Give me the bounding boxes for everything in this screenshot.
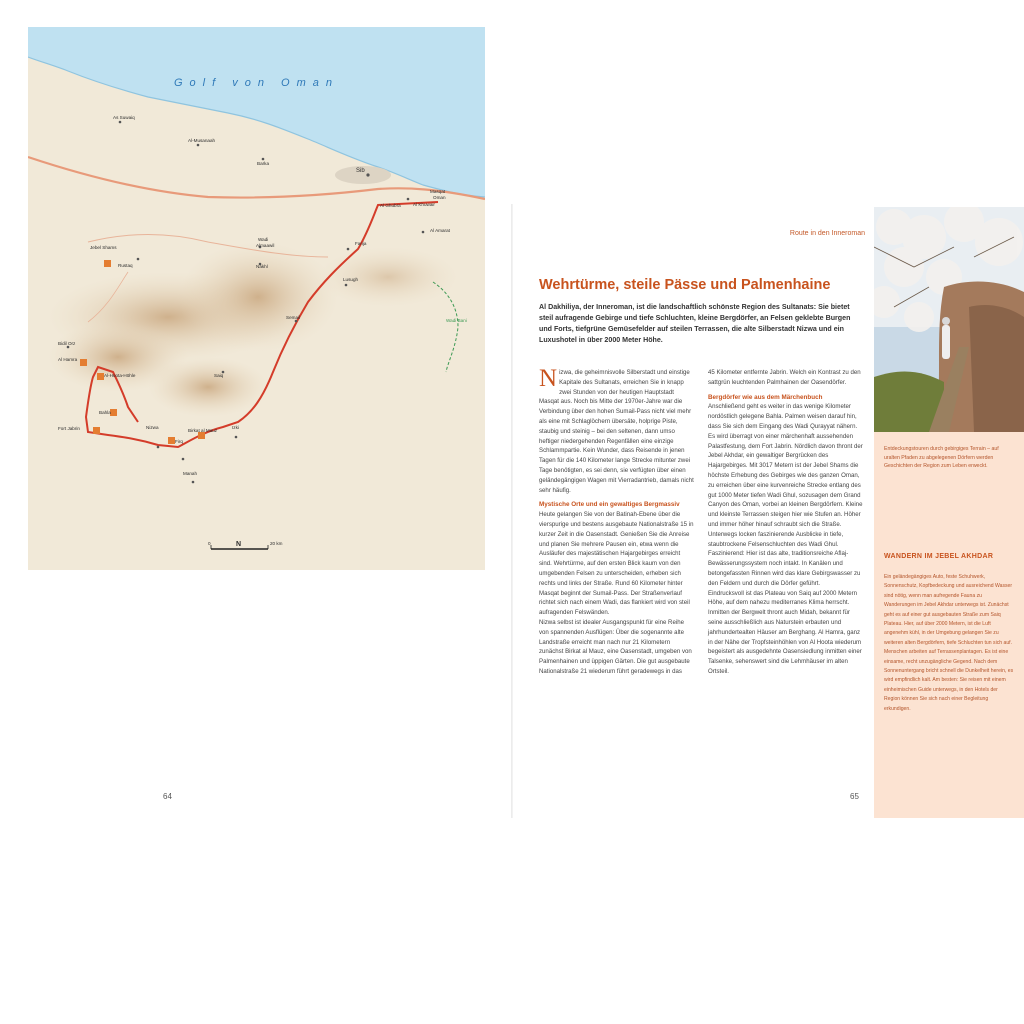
book-gutter	[511, 204, 513, 818]
map-label: Bahla	[99, 410, 111, 415]
map-label: As Suwaiq	[113, 115, 135, 120]
map-label: Nakhl	[256, 264, 268, 269]
map-label: Lusugh	[343, 277, 359, 282]
map-label: Al-Musanaah	[188, 138, 216, 143]
map-label: Manah	[183, 471, 198, 476]
map-label: Nizwa	[146, 425, 159, 430]
mountain-shading	[148, 357, 268, 417]
mountain-shading	[318, 247, 458, 307]
map-graphic	[28, 27, 485, 570]
sidebar-text: Ein geländegängiges Auto, feste Schuhwerk, Sonnenschutz, Kopfbedeckung und ausreichend Wasser sind nötig, wenn man aufregende Fauna zu Wanderungen im Jebel Akhdar unterwegs ist. Zunächst geht es auf einer gut ausgebauten Straße zum Saiq Plateau. Hier, auf über 2000 Metern, ist die Luft angenehm kühl, in der Umgebung gelangen Sie zu weiteren alten Bergdörfern, tiefe Schluchten tun sich auf. Menschen arbeiten auf Terrassenplantagen. Es ist eine einsame, recht unzugängliche Gegend. Nach dem Sonnenuntergang bricht schnell die Dunkelheit herein, es wird empfindlich kalt. Am besten: Sie reisen mit einem einheimischen Guide unterwegs, in den Hotels der Region können Sie sich nach einer Begleitung erkundigen.	[884, 574, 1014, 712]
map-label: Fanja	[355, 241, 367, 246]
text-column-2	[708, 368, 863, 677]
article-lead: Al Dakhiliya, der Inneroman, ist die landschaftlich schönste Region des Sultanats: Sie bietet steil aufragende Gebirge und tiefe Schluchten, kleine Bergdörfer, an Felsen geklebte Burgen und Forts, tiefgrüne Gemüsefelder auf steilen Terrassen, die alte Silberstadt Nizwa und ein Luxushotel in über 2000 Meter Höhe.	[539, 303, 851, 344]
map-label: Saiq	[214, 373, 224, 378]
photo-caption: Entdeckungstouren durch gebirgiges Terrain – auf uralten Pfaden zu abgelegenen Dörfern werden Geschichten der Region zum Leben erweckt.	[884, 446, 999, 469]
subheading: Bergdörfer wie aus dem Märchenbuch	[708, 393, 823, 401]
map-label: Jebel Shams	[90, 245, 117, 250]
scale-distance: 20 km	[270, 541, 283, 546]
map-label: Al Khuwair	[413, 202, 435, 207]
map-label: Semail	[286, 315, 301, 320]
paragraph-text: izwa, die geheimnisvolle Silberstadt und einstige Kapitale des Sultanats, erreichen Sie in knapp zwei Stunden von der heutigen Hauptstadt Masqat aus. Noch bis Mitte der 1970er-Jahre war die Verbindung über den hohen Sumail-Pass nicht viel mehr als eine mit Schlaglöchern übersäte, holprige Piste, staubig und steinig – bei den seltenen, dann umso heftiger niedergehenden Regenfällen eine einzige Schlammpartie. Kein Wunder, dass Reisende in jenen Tagen für die 140 Kilometer lange Strecke mitunter zwei Tage benötigten, es sei denn, sie verfügten über einen geländegängigen Wagen mit Vierradantrieb, damals nicht sehr häufig.	[539, 369, 694, 494]
north-arrow-label: N	[236, 541, 242, 548]
photo-image	[874, 207, 1024, 432]
map-label: Sib	[356, 168, 365, 174]
map-label: Birkat al Mauz	[188, 428, 218, 433]
map-label: Barka	[257, 161, 270, 166]
map-label: Oman	[433, 195, 446, 200]
text-column-1	[539, 365, 694, 677]
map-label: Al Amarat	[430, 228, 450, 233]
sea-label: Golf von Oman	[174, 77, 339, 89]
map-label: Izki	[232, 425, 239, 430]
paragraph: 45 Kilometer entfernte Jabrin. Welch ein Kontrast zu den sattgrün leuchtenden Palmhainen der Oasendörfer.	[708, 369, 861, 386]
map-label: Rustaq	[118, 263, 133, 268]
hiking-photo	[874, 207, 1024, 432]
map-label: Firq	[175, 439, 183, 444]
map-label: Al Ghubra	[380, 203, 401, 208]
map-label: Wadi Bani	[446, 318, 467, 323]
mountain-shading	[178, 242, 338, 352]
drop-cap: N	[539, 365, 558, 392]
map-label: Almaawil	[256, 243, 275, 248]
article-headline: Wehrtürme, steile Pässe und Palmenhaine	[539, 277, 831, 293]
map-label: Fort Jabrin	[58, 426, 80, 431]
sidebar-title: WANDERN IM JEBEL AKHDAR	[884, 553, 994, 560]
paragraph: Heute gelangen Sie von der Batinah-Ebene über die vierspurige und bestens ausgebaute Nationalstraße 15 in kurzer Zeit in die Oasenstadt. Genießen Sie die Anreise und planen Sie mehrere Pausen ein, etwa wenn die Ausläufer des majestätischen Hajargebirges erreicht sind. Wehrtürme, auf den ersten Blick kaum von den umgebenden Felsen zu unterscheiden, erheben sich rechts und links der Straße. Rund 60 Kilometer hinter Masqat beginnt der Sumail-Pass. Der Straßenverlauf richtet sich nach einem Wadi, das flankiert wird von steil aufragenden Felswänden.	[539, 511, 694, 617]
running-head: Route in den Inneroman	[789, 230, 865, 237]
paragraph: Eindrucksvoll ist das Plateau von Saiq auf 2000 Metern Höhe, auf dem nahezu mediterranes Klima herrscht. Inmitten der Bergwelt thront auch Midah, bekannt für seine ausschließlich aus Naturstein erbauten und jahrhundertealten Häuser am Berghang. Al Hamra, ganz in der Nähe der Tropfsteinhöhlen von Al Hoota wiederum begeistert als ausgedehnte Oasensiedlung inmitten einer Talsenke, sehenswert sind die Lehmhäuser im alten Ortsteil.	[708, 589, 862, 675]
map-label: Wadi	[258, 237, 269, 242]
page-number-right: 65	[850, 792, 859, 801]
paragraph: Anschließend geht es weiter in das wenige Kilometer nordöstlich gelegene Bahla. Palmen weisen darauf hin, dass Sie sich dem Eingang des Wadi Qurayyat nähern. Es wird überragt von einer märchenhaft aussehenden Palastfestung, dem Fort Jabrin. Nördlich davon thront der Jebel Akhdar, ein gewaltiger Bergrücken des Hajargebirges. Mit 3017 Metern ist der Jebel Shams die höchste Erhebung des Gebirges wie des ganzen Oman, zu erreichen über eine kurvenreiche Strecke entlang des gut 1000 Meter tiefen Wadi Ghul, sozusagen dem Grand Canyon des Oman, vorbei an kleinen Bergdörfern. Kleine und kleinste Terrassen steigen hier wie Stufen an. Höher und immer höher hinauf schraubt sich die Straße. Unterwegs locken faszinierende Ausblicke in tiefe, staubtrockene Felsenschluchten des Wadi Ghul. Faszinierend: Hier ist das alte, traditionsreiche Aflaj-Bewässerungssystem noch intakt. In Kanälen und betongefassten Rinnen wird das klare Gebirgswasser zu den Feldern und durch die Dörfer geführt.	[708, 403, 863, 587]
paragraph: Nizwa selbst ist idealer Ausgangspunkt für eine Reihe von spannenden Ausflügen: Über die sogenannte alte Landstraße erreicht man nach nur 21 Kilometern zunächst Birkat al Mauz, eine Oasenstadt, umgeben von Palmenhainen und üppigen Gärten. Die gut ausgebaute Nationalstraße 21 wiederum führt geradewegs in das	[539, 618, 692, 675]
page-number-left: 64	[163, 792, 172, 801]
scale-zero: 0	[208, 541, 211, 546]
map-label: Al-Hoota-Höhle	[104, 373, 136, 378]
map-label: Al Hamra	[58, 357, 78, 362]
subheading: Mystische Orte und ein gewaltiges Bergmassiv	[539, 501, 680, 509]
paragraph	[539, 365, 694, 495]
map-label: Bidil Orz	[58, 341, 76, 346]
route-map	[28, 27, 485, 570]
map-label: Masqat	[430, 189, 446, 194]
